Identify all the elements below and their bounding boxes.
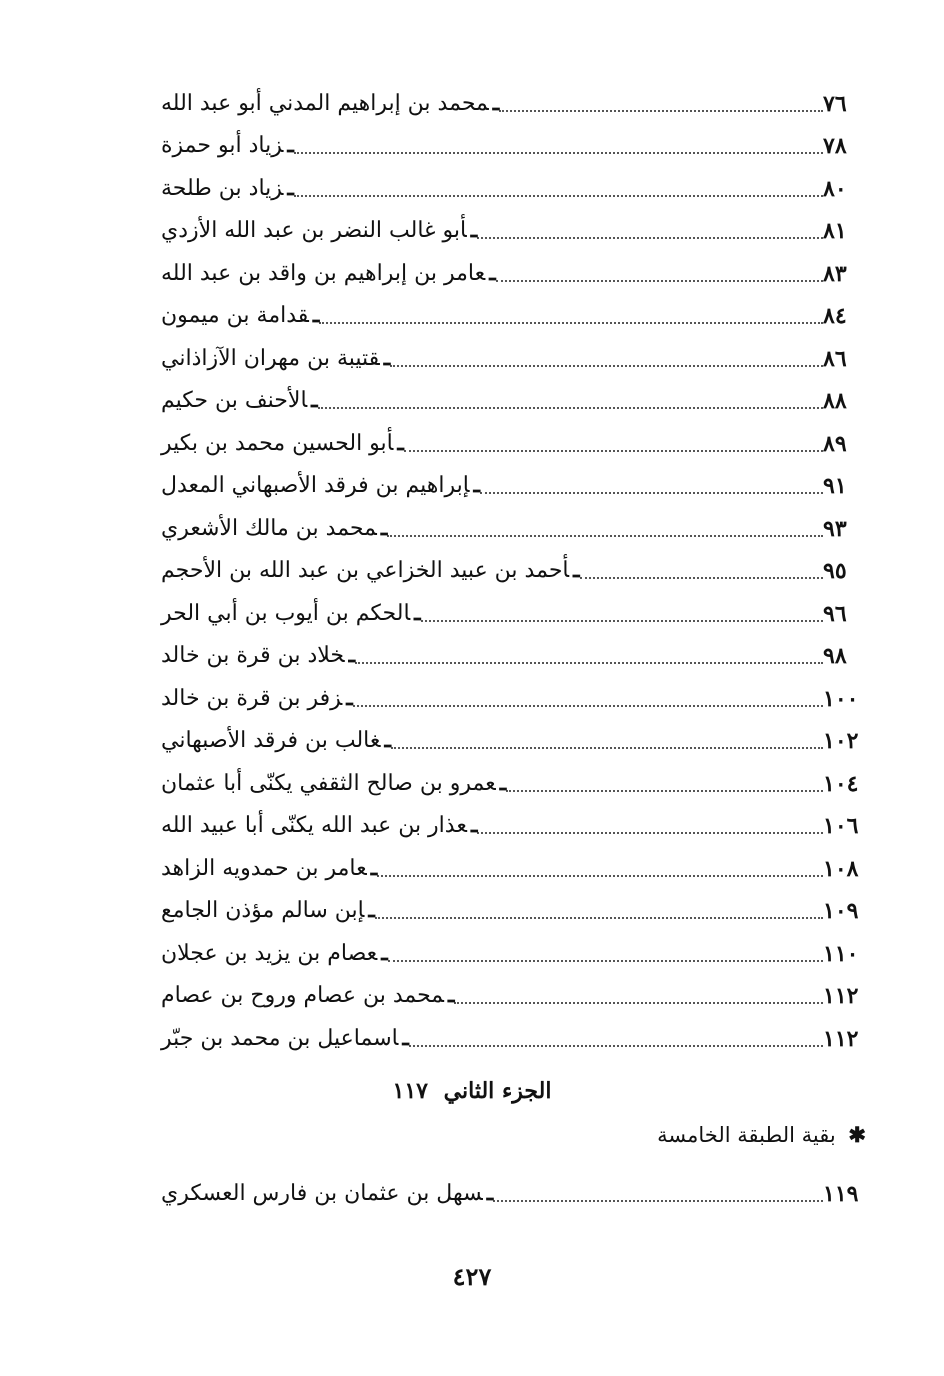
toc-entry-title [155, 256, 496, 291]
toc-entry [155, 971, 867, 1014]
toc-entry-page: ١٠٢ [823, 728, 859, 754]
toc-entry-title [155, 171, 294, 206]
dot-leader [353, 705, 823, 707]
toc-entry [155, 248, 867, 291]
toc-entry [155, 673, 867, 716]
toc-entry-page: ٩٥ [823, 558, 847, 584]
toc-entry-title [155, 298, 319, 333]
toc-entry-page: ٨١ [823, 218, 847, 244]
section-title: الجزء الثاني [443, 1078, 552, 1104]
toc-entry-title [155, 766, 506, 801]
dash-marker: ـ [383, 344, 391, 371]
toc-entry-title [155, 723, 391, 758]
toc-entry-page: ١٠٠ [823, 685, 859, 712]
toc-entry-text: الأحنف بن حكيم [161, 388, 308, 413]
toc-entry-page: ٨٦ [823, 345, 847, 372]
dash-marker: ـ [470, 812, 478, 838]
toc-entry-text: قدامة بن ميمون [161, 303, 309, 328]
dot-leader [391, 747, 823, 749]
dash-marker: ـ [397, 429, 404, 456]
toc-entry [155, 1013, 867, 1056]
toc-entry-title [155, 851, 377, 886]
dot-leader [499, 110, 823, 112]
dash-marker: ـ [287, 132, 294, 158]
toc-entry-page: ٩٦ [823, 600, 847, 627]
dot-leader [388, 960, 823, 962]
subheading-text: بقية الطبقة الخامسة [657, 1123, 836, 1147]
toc-entry [155, 631, 867, 674]
dash-marker: ـ [448, 982, 455, 1008]
toc-entry [155, 121, 867, 164]
toc-entry [155, 588, 867, 631]
dot-leader [496, 280, 823, 282]
toc-entry-page: ٨٨ [823, 388, 847, 414]
dot-leader [480, 492, 823, 494]
toc-entry-page: ٨٣ [823, 260, 847, 287]
toc-entry-title [155, 468, 480, 503]
toc-entry-title [155, 86, 499, 121]
toc-entry-title [155, 1176, 493, 1211]
toc-entry-title [155, 808, 477, 843]
dot-leader [580, 577, 823, 579]
dot-leader [409, 1045, 823, 1047]
toc-entry [155, 461, 867, 504]
toc-entry-text: محمد بن إبراهيم المدني أبو عبد الله [161, 90, 489, 116]
toc-entry-page: ١١٢ [823, 1025, 859, 1052]
dash-marker: ـ [346, 684, 353, 711]
toc-entry-text: غالب بن فرقد الأصبهاني [161, 728, 381, 753]
dash-marker: ـ [499, 769, 507, 796]
dash-marker: ـ [573, 557, 580, 583]
dash-marker: ـ [312, 302, 320, 328]
dot-leader [294, 152, 823, 154]
dash-marker: ـ [489, 259, 496, 286]
toc-entry [155, 928, 867, 971]
dot-leader [421, 620, 823, 622]
toc-entry [155, 801, 867, 844]
toc-entry-title [155, 341, 390, 376]
toc-entry-text: سهل بن عثمان بن فارس العسكري [161, 1180, 483, 1206]
toc-entry-page: ١٠٤ [823, 770, 859, 797]
dash-marker: ـ [311, 387, 318, 413]
toc-entry-title [155, 936, 388, 971]
page-number: ٤٢٧ [452, 1262, 492, 1291]
toc-entry-page: ٨٠ [823, 175, 847, 202]
toc-entry-page: ١١٠ [823, 940, 859, 967]
toc-entry [155, 758, 867, 801]
toc-entry-title [155, 553, 580, 588]
dot-leader [377, 875, 823, 877]
toc-entry-text: عامر بن إبراهيم بن واقد بن عبد الله [161, 260, 486, 286]
toc-entry-text: أحمد بن عبيد الخزاعي بن عبد الله بن الأحجم [161, 558, 570, 583]
toc-entry-text: عامر بن حمدويه الزاهد [161, 855, 367, 881]
dash-marker: ـ [380, 514, 388, 541]
dot-leader [355, 662, 823, 664]
toc-entry-text: إبن سالم مؤذن الجامع [161, 898, 365, 923]
dash-marker: ـ [402, 1024, 409, 1051]
toc-entry [155, 418, 867, 461]
toc-entry [155, 1168, 867, 1211]
toc-entry-text: زياد بن طلحة [161, 175, 284, 201]
toc-entry [155, 291, 867, 334]
toc-entry-text: عذار بن عبد الله يكنّى أبا عبيد الله [161, 813, 467, 838]
toc-entry [155, 546, 867, 589]
toc-entry-title [155, 383, 318, 418]
toc-entry-text: زفر بن قرة بن خالد [161, 685, 343, 711]
toc-entry [155, 716, 867, 759]
toc-entry-text: عصام بن يزيد بن عجلان [161, 940, 378, 966]
dot-leader [319, 322, 823, 324]
dash-marker: ـ [381, 939, 388, 966]
toc-entry-title [155, 1021, 409, 1056]
table-of-contents-part-two [155, 1168, 867, 1211]
toc-entry-title [155, 426, 404, 461]
dot-leader [375, 917, 823, 919]
dash-marker: ـ [414, 599, 421, 626]
dash-marker: ـ [368, 897, 375, 923]
toc-entry-title [155, 128, 294, 163]
toc-entry-text: أبو الحسين محمد بن بكير [161, 430, 394, 456]
dash-marker: ـ [348, 642, 356, 668]
dash-marker: ـ [486, 1179, 494, 1206]
toc-entry-text: عمرو بن صالح الثقفي يكنّى أبا عثمان [161, 770, 496, 796]
dash-marker: ـ [470, 217, 478, 243]
dot-leader [506, 790, 823, 792]
dot-leader [493, 1200, 823, 1202]
toc-entry-page: ٩٣ [823, 515, 847, 542]
toc-entry [155, 843, 867, 886]
subheading [657, 1122, 866, 1147]
toc-entry-page: ٨٤ [823, 303, 847, 329]
dot-leader [404, 450, 823, 452]
toc-entry-text: محمد بن مالك الأشعري [161, 515, 377, 541]
toc-entry-page: ١٠٦ [823, 813, 859, 839]
toc-entry-text: زياد أبو حمزة [161, 133, 284, 158]
toc-entry [155, 78, 867, 121]
toc-entry-page: ١١٢ [823, 983, 859, 1009]
toc-entry-title [155, 511, 387, 546]
toc-entry-text: قتيبة بن مهران الآزاذاني [161, 345, 380, 371]
toc-entry-title [155, 638, 355, 673]
toc-entry [155, 333, 867, 376]
toc-entry-text: خلاد بن قرة بن خالد [161, 643, 345, 668]
toc-entry-page: ٩٨ [823, 643, 847, 669]
dot-leader [454, 1002, 823, 1004]
toc-entry-text: إبراهيم بن فرقد الأصبهاني المعدل [161, 473, 470, 498]
dot-leader [477, 832, 823, 834]
toc-entry-title [155, 596, 421, 631]
toc-entry-title [155, 213, 477, 248]
toc-entry [155, 163, 867, 206]
toc-entry-title [155, 893, 375, 928]
toc-entry-page: ٧٦ [823, 90, 847, 117]
section-heading [0, 1078, 944, 1104]
toc-entry [155, 206, 867, 249]
asterisk-icon: ✱ [848, 1122, 866, 1147]
dash-marker: ـ [473, 472, 480, 498]
toc-entry-page: ١١٩ [823, 1180, 859, 1207]
toc-entry-text: اسماعيل بن محمد بن جبّر [161, 1025, 399, 1051]
dot-leader [387, 535, 823, 537]
dot-leader [318, 407, 823, 409]
toc-entry-page: ٨٩ [823, 430, 847, 457]
dot-leader [477, 237, 823, 239]
section-page: ١١٧ [392, 1078, 428, 1104]
toc-entry-text: الحكم بن أيوب بن أبي الحر [161, 600, 411, 626]
toc-entry-title [155, 681, 353, 716]
toc-entry [155, 376, 867, 419]
dot-leader [294, 195, 823, 197]
dash-marker: ـ [384, 727, 391, 753]
toc-entry-text: محمد بن عصام وروح بن عصام [161, 983, 445, 1008]
toc-entry-page: ٩١ [823, 473, 847, 499]
dash-marker: ـ [287, 174, 294, 201]
dash-marker: ـ [492, 89, 500, 116]
toc-entry [155, 503, 867, 546]
toc-entry-text: أبو غالب النضر بن عبد الله الأزدي [161, 218, 467, 243]
dot-leader [390, 365, 823, 367]
dash-marker: ـ [370, 854, 378, 881]
table-of-contents [155, 78, 867, 1056]
toc-entry-title [155, 978, 454, 1013]
toc-entry-page: ٧٨ [823, 133, 847, 159]
toc-entry-page: ١٠٨ [823, 855, 859, 882]
toc-entry-page: ١٠٩ [823, 898, 859, 924]
toc-entry [155, 886, 867, 929]
